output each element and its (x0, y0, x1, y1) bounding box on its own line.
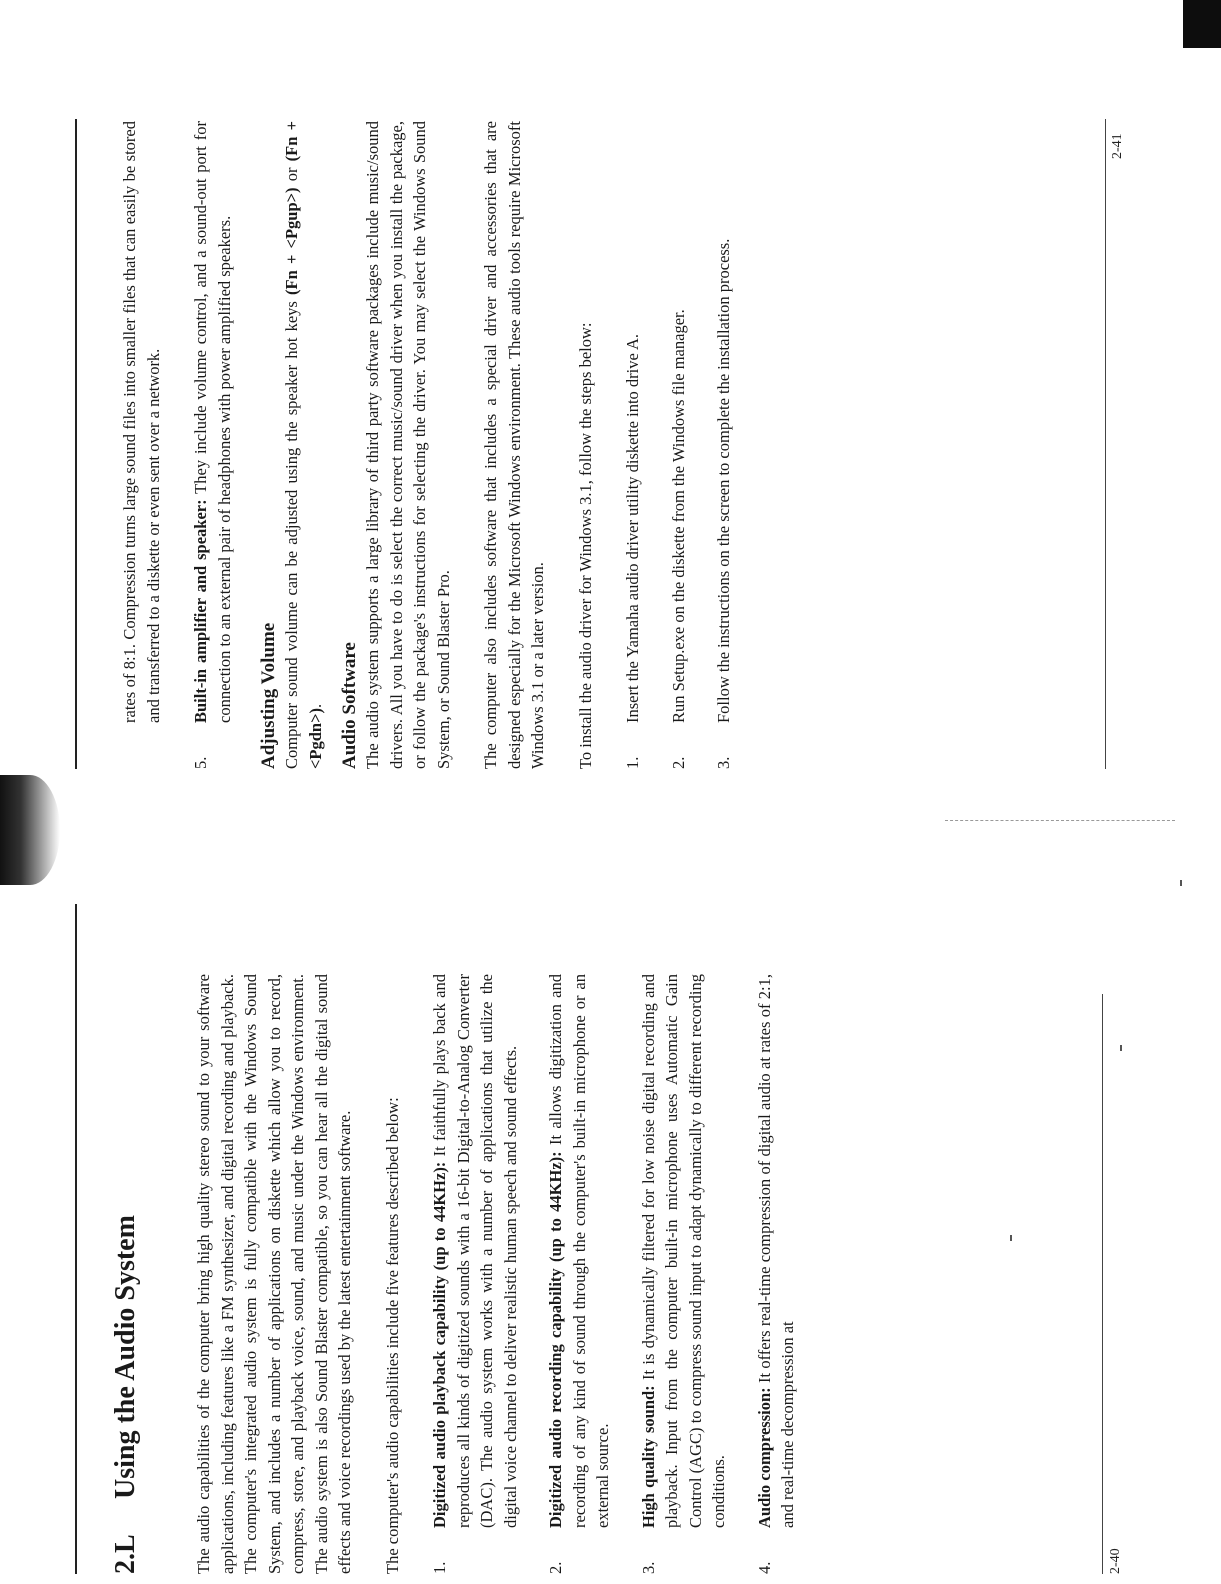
list-item (667, 121, 691, 769)
list-item (712, 121, 736, 769)
hotkey-up: (Fn + <Pgup>) (282, 187, 301, 295)
left-body (192, 974, 822, 1574)
section-number: 2.L (110, 1534, 141, 1574)
feature-title: Audio compression: (754, 1387, 774, 1528)
volume-text: Computer sound volume can be adjusted using the speaker hot keys (282, 294, 301, 769)
step-text: Run Setup.exe on the diskette from the Windows file manager. (668, 309, 688, 723)
intro-paragraph: The audio capabilities of the computer bring high quality stereo sound to your software applications, including features like a FM synthesizer, and digital recording and playback. The computer's integrated audio system is fully compatible with the Windows Sound System, and includes a number of applications on diskette which allow you to record, compress, store, and playback voice, sound, and music under the Windows environment. The audio system is also Sound Blaster compatible, so you can hear all the digital sound effects and voice recordings used by the latest entertainment software. (194, 974, 354, 1574)
list-item (753, 974, 800, 1574)
page-number: 2-40 (1108, 1548, 1123, 1574)
feature-text: It is dynamically filtered for low noise digital recording and playback. Input from the computer built-in microphone uses Automatic Gain Control (AGC) to compress sound input to adapt dynamically to different recording conditions. (638, 974, 728, 1528)
top-rule (75, 119, 77, 769)
page-number: 2-41 (1110, 133, 1125, 159)
list-item (544, 974, 615, 1574)
audio-software-paragraph-1: The audio system supports a large library of third party software packages include music/sound drivers. All you have to do is select the correct music/sound driver when you install the package, or follow the package's instructions for selecting the driver. You may select the Windows Sound System, or Sound Blaster Pro. (363, 121, 453, 769)
hotkey-down: (Fn + <Pgdn>) (282, 120, 325, 769)
feature-title: Digitized audio recording capability (up to 44KHz): (546, 1151, 565, 1528)
page-2-40 (0, 884, 1221, 1574)
section-heading (110, 1215, 142, 1574)
list-number: 4. (754, 1561, 774, 1574)
step-text: Follow the instructions on the screen to complete the installation process. (714, 238, 733, 723)
list-number: 3. (714, 756, 733, 769)
feature-text: It offers real-time compression of digital audio at rates of 2:1, and real-time decompression at (754, 974, 797, 1528)
page-2-41 (0, 79, 1221, 769)
install-intro: To install the audio driver for Windows 3.1, follow the steps below: (575, 322, 595, 769)
step-text: Insert the Yamaha audio driver utility diskette into drive A. (623, 333, 642, 723)
top-rule (75, 904, 77, 1574)
feature-text: They include volume control, and a sound-out port for connection to an external pair of headphones with power amplified speakers. (191, 121, 234, 723)
list-number: 3. (638, 1561, 658, 1574)
list-item (637, 974, 731, 1574)
list-number: 1. (430, 1561, 449, 1574)
feature-list (428, 974, 800, 1574)
adjusting-volume-paragraph (280, 121, 327, 769)
list-item (621, 121, 645, 769)
section-title: Using the Audio System (110, 1215, 141, 1499)
continued-paragraph: rates of 8:1. Compression turns large sound files into smaller files that can easily be stored and transferred to a diskette or even sent over a network. (120, 121, 163, 723)
feature-title: Built-in amplifier and speaker: (191, 499, 210, 723)
install-steps (621, 121, 736, 769)
bottom-rule (1102, 994, 1103, 1574)
feature-title: High quality sound: (638, 1385, 658, 1528)
feature-text: It allows digitization and recording of any kind of sound through the computer's built-in microphone or an external source. (546, 974, 612, 1528)
list-number: 5. (191, 756, 210, 769)
adjusting-volume-heading: Adjusting Volume (258, 622, 279, 769)
feature-list-continued (189, 121, 236, 769)
volume-text: . (305, 703, 325, 709)
features-intro: The computer's audio capabilities include five features described below: (382, 1097, 402, 1574)
list-number: 2. (668, 756, 688, 769)
audio-software-heading: Audio Software (339, 642, 360, 769)
list-item (428, 974, 522, 1574)
list-number: 2. (546, 1561, 565, 1574)
volume-text: or (282, 161, 301, 188)
feature-text: It faithfully plays back and reproduces all kinds of digitized sounds with a 16-bit Digital-to-Analog Converter (DAC). The audio system works with a number of applications that utilize the digital voice channel to deliver realistic human speech and sound effects. (430, 973, 520, 1528)
feature-title: Digitized audio playback capability (up to 44KHz): (430, 1161, 449, 1528)
right-body (118, 121, 758, 769)
list-item (189, 121, 236, 769)
bottom-rule (1105, 119, 1106, 769)
list-number: 1. (623, 756, 642, 769)
audio-software-paragraph-2: The computer also includes software that includes a special driver and accessories that are designed especially for the Microsoft Windows environment. These audio tools require Microsoft Windows 3.1 or a later version. (481, 121, 547, 769)
